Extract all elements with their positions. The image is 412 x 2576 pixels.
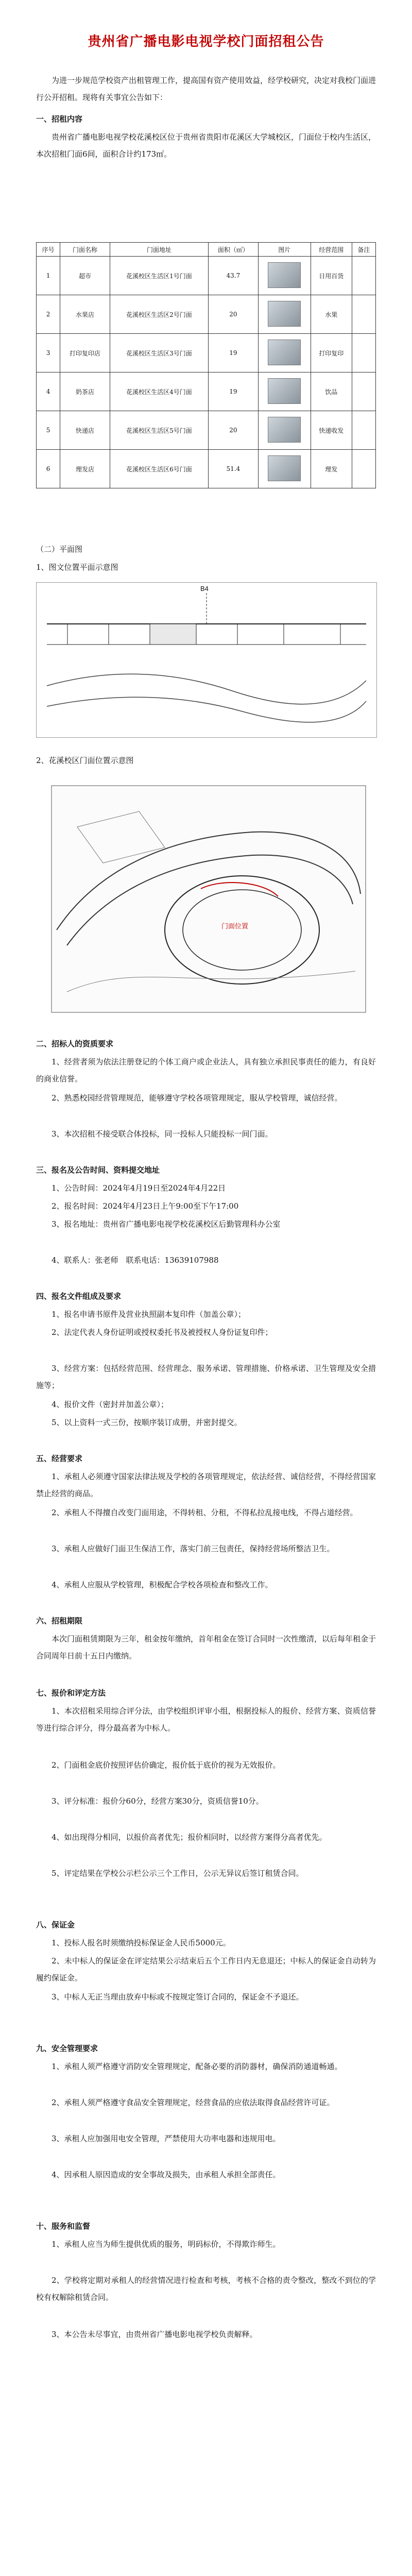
table-row <box>37 334 376 372</box>
section-7-item: 4、如出现得分相同，以报价高者优先；报价相同时，以经营方案得分高者优先。 <box>52 1833 327 1842</box>
table-cell: 6 <box>37 450 60 488</box>
section-3-item: 1、公告时间：2024年4月19日至2024年4月22日 <box>52 1183 226 1193</box>
rental-table <box>36 242 376 488</box>
section-7-heading: 七、报价和评定方法 <box>36 1688 106 1698</box>
table-row <box>37 411 376 450</box>
section-5-heading: 五、经营要求 <box>36 1454 83 1463</box>
section-4-item: 4、报价文件（密封并加盖公章）； <box>52 1400 169 1409</box>
section-7-item: 3、评分标准：报价分60分，经营方案30分，资质信誉10分。 <box>52 1797 264 1806</box>
section-5-item: 3、承租人应做好门面卫生保洁工作，落实门前三包责任，保持经营场所整洁卫生。 <box>52 1544 335 1553</box>
section-3-heading: 三、报名及公告时间、资料提交地址 <box>36 1165 160 1175</box>
table-cell: 超市 <box>60 257 110 295</box>
table-cell: 理发 <box>311 450 352 488</box>
shop-photo <box>268 455 301 481</box>
table-cell: 打印复印 <box>311 334 352 372</box>
plan-label: B4 <box>200 585 209 592</box>
table-cell: 20 <box>209 295 259 334</box>
section-8-item: 3、中标人无正当理由放弃中标或不按规定签订合同的，保证金不予退还。 <box>52 1992 304 2002</box>
table-cell: 水果店 <box>60 295 110 334</box>
section-4-item: 1、报名申请书原件及营业执照副本复印件（加盖公章）； <box>52 1310 246 1319</box>
map-caption: 2、花溪校区门面位置示意图 <box>36 756 134 765</box>
table-cell: 奶茶店 <box>60 372 110 411</box>
table-cell <box>352 295 375 334</box>
section-2-item: 1、经营者须为依法注册登记的个体工商户或企业法人，具有独立承担民事责任的能力，有良好的商业信誉。 <box>36 1057 376 1083</box>
page-title: 贵州省广播电影电视学校门面招租公告 <box>88 34 324 49</box>
table-cell <box>352 334 375 372</box>
section-4-item: 2、法定代表人身份证明或授权委托书及被授权人身份证复印件； <box>52 1328 273 1337</box>
table-cell: 2 <box>37 295 60 334</box>
table-cell <box>352 450 375 488</box>
table-cell: 20 <box>209 411 259 450</box>
floor-plan-figure <box>36 582 377 738</box>
section-6-heading: 六、招租期限 <box>36 1616 83 1625</box>
section-4-item: 5、以上资料一式三份，按顺序装订成册，并密封提交。 <box>52 1418 242 1427</box>
section-1-heading: 一、招租内容 <box>36 114 83 124</box>
section-10-item: 1、承租人应当为师生提供优质的服务，明码标价，不得欺诈师生。 <box>52 2240 281 2249</box>
table-body <box>37 257 376 488</box>
section-7-item: 2、门面租金底价按照评估价确定，报价低于底价的视为无效报价。 <box>52 1760 281 1770</box>
table-cell: 快递收发 <box>311 411 352 450</box>
section-2-item: 2、熟悉校园经营管理规范，能够遵守学校各项管理规定，服从学校管理，诚信经营。 <box>52 1093 342 1103</box>
table-header: 面积（㎡） <box>209 243 259 257</box>
table-cell: 水果 <box>311 295 352 334</box>
table-header-row <box>37 243 376 257</box>
table-cell: 日用百货 <box>311 257 352 295</box>
table-cell: 43.7 <box>209 257 259 295</box>
plan-subcaption: 1、图文位置平面示意图 <box>36 563 118 572</box>
section-1-paragraph: 贵州省广播电影电视学校花溪校区位于贵州省贵阳市花溪区大学城校区，门面位于校内生活区，本次招租门面6间，面积合计约173㎡。 <box>36 132 376 159</box>
section-4-heading: 四、报名文件组成及要求 <box>36 1292 122 1301</box>
section-9-item: 3、承租人应加强用电安全管理，严禁使用大功率电器和违规用电。 <box>52 2134 281 2143</box>
section-9-item: 4、因承租人原因造成的安全事故及损失，由承租人承担全部责任。 <box>52 2170 281 2179</box>
table-cell: 花溪校区生活区6号门面 <box>110 450 208 488</box>
map-marker-label: 门面位置 <box>221 922 249 930</box>
shop-photo <box>268 417 301 443</box>
section-4-item: 3、经营方案：包括经营范围、经营理念、服务承诺、管理措施、价格承诺、卫生管理及安全措施等； <box>36 1364 376 1390</box>
table-header: 经营范围 <box>311 243 352 257</box>
section-3-item: 2、报名时间：2024年4月23日上午9:00至下午17:00 <box>52 1201 239 1211</box>
table-cell: 花溪校区生活区3号门面 <box>110 334 208 372</box>
section-3-item: 3、报名地址：贵州省广播电影电视学校花溪校区后勤管理科办公室 <box>52 1219 281 1229</box>
section-8-item: 1、投标人报名时须缴纳投标保证金人民币5000元。 <box>52 1938 231 1947</box>
table-cell <box>258 257 311 295</box>
table-cell: 理发店 <box>60 450 110 488</box>
section-2-heading: 二、招标人的资质要求 <box>36 1039 114 1048</box>
table-cell: 1 <box>37 257 60 295</box>
section-5-item: 4、承租人应服从学校管理，积极配合学校各项检查和整改工作。 <box>52 1580 273 1589</box>
table-cell <box>352 257 375 295</box>
section-9-item: 1、承租人须严格遵守消防安全管理规定，配备必要的消防器材，确保消防通道畅通。 <box>52 2062 342 2071</box>
table-header: 备注 <box>352 243 375 257</box>
table-cell <box>258 372 311 411</box>
table-cell: 快递店 <box>60 411 110 450</box>
table-cell <box>258 450 311 488</box>
section-10-heading: 十、服务和监督 <box>36 2222 91 2231</box>
section-7-item: 5、评定结果在学校公示栏公示三个工作日，公示无异议后签订租赁合同。 <box>52 1869 304 1878</box>
table-header: 图片 <box>258 243 311 257</box>
table-cell: 51.4 <box>209 450 259 488</box>
section-10-item: 3、本公告未尽事宜，由贵州省广播电影电视学校负责解释。 <box>52 2330 258 2339</box>
site-map-figure <box>36 775 376 1023</box>
table-cell <box>258 411 311 450</box>
site-map-drawing <box>36 775 376 1023</box>
section-9-item: 2、承租人须严格遵守食品安全管理规定，经营食品的应依法取得食品经营许可证。 <box>52 2098 335 2107</box>
table-cell: 3 <box>37 334 60 372</box>
section-9-heading: 九、安全管理要求 <box>36 2044 98 2053</box>
section-6-paragraph: 本次门面租赁期限为三年，租金按年缴纳，首年租金在签订合同时一次性缴清，以后每年租金于合同周年日前十五日内缴纳。 <box>36 1634 376 1660</box>
table-cell <box>352 372 375 411</box>
table-cell: 花溪校区生活区1号门面 <box>110 257 208 295</box>
shop-photo <box>268 262 301 288</box>
table-row <box>37 450 376 488</box>
table-row <box>37 295 376 334</box>
intro-paragraph: 为进一步规范学校资产出租管理工作，提高国有资产使用效益，经学校研究，决定对我校门面进行公开招租。现将有关事宜公告如下： <box>36 76 376 102</box>
section-3-item: 4、联系人：张老师 联系电话：13639107988 <box>52 1256 219 1265</box>
section-10-item: 2、学校将定期对承租人的经营情况进行检查和考核，考核不合格的责令整改，整改不到位的学校有权解除租赁合同。 <box>36 2276 376 2302</box>
table-cell: 19 <box>209 372 259 411</box>
shop-photo <box>268 340 301 365</box>
table-cell: 饮品 <box>311 372 352 411</box>
section-5-item: 2、承租人不得擅自改变门面用途，不得转租、分租，不得私拉乱接电线，不得占道经营。 <box>52 1508 358 1517</box>
table-cell: 19 <box>209 334 259 372</box>
table-row <box>37 372 376 411</box>
table-cell: 打印复印店 <box>60 334 110 372</box>
section-2-item: 3、本次招租不接受联合体投标，同一投标人只能投标一间门面。 <box>52 1129 273 1139</box>
table-cell: 4 <box>37 372 60 411</box>
table-row <box>37 257 376 295</box>
table-cell <box>258 295 311 334</box>
table-header: 门面地址 <box>110 243 208 257</box>
shop-photo <box>268 378 301 404</box>
table-header: 门面名称 <box>60 243 110 257</box>
table-cell: 花溪校区生活区4号门面 <box>110 372 208 411</box>
section-7-item: 1、本次招租采用综合评分法，由学校组织评审小组，根据投标人的报价、经营方案、资质信誉等进行综合评分，得分最高者为中标人。 <box>36 1706 376 1733</box>
table-cell: 花溪校区生活区5号门面 <box>110 411 208 450</box>
floor-plan-drawing <box>37 583 376 737</box>
section-5-item: 1、承租人必须遵守国家法律法规及学校的各项管理规定，依法经营、诚信经营，不得经营国家禁止经营的商品。 <box>36 1472 376 1498</box>
plan-caption: （二）平面图 <box>36 545 83 554</box>
table-cell <box>258 334 311 372</box>
table-cell <box>352 411 375 450</box>
table-cell: 花溪校区生活区2号门面 <box>110 295 208 334</box>
section-8-heading: 八、保证金 <box>36 1920 75 1929</box>
table-cell: 5 <box>37 411 60 450</box>
table-header: 序号 <box>37 243 60 257</box>
section-8-item: 2、未中标人的保证金在评定结果公示结束后五个工作日内无息退还；中标人的保证金自动转为履约保证金。 <box>36 1956 376 1982</box>
shop-photo <box>268 301 301 327</box>
